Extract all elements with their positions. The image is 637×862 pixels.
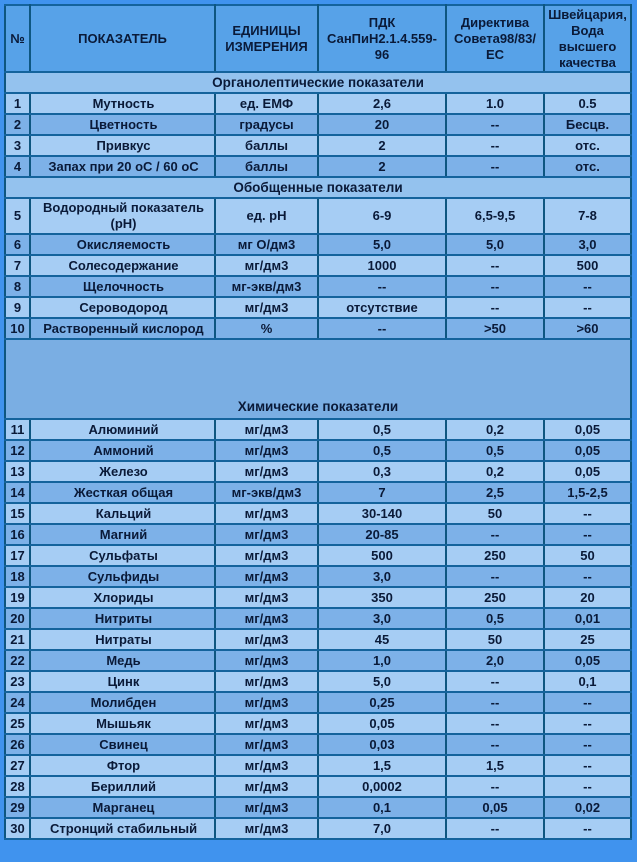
cell-swiss: 7-8 — [544, 198, 631, 234]
table-row — [5, 671, 631, 692]
cell-pdk: 0,3 — [318, 461, 446, 482]
cell-swiss: 0,02 — [544, 797, 631, 818]
cell-unit: мг/дм3 — [215, 776, 318, 797]
cell-name: Растворенный кислород — [30, 318, 215, 339]
cell-pdk: 30-140 — [318, 503, 446, 524]
cell-unit: баллы — [215, 156, 318, 177]
cell-name: Солесодержание — [30, 255, 215, 276]
cell-pdk: 350 — [318, 587, 446, 608]
cell-directive: -- — [446, 734, 544, 755]
table-row — [5, 440, 631, 461]
cell-swiss: -- — [544, 776, 631, 797]
cell-name: Запах при 20 оС / 60 оС — [30, 156, 215, 177]
cell-unit: мг/дм3 — [215, 671, 318, 692]
cell-directive: -- — [446, 255, 544, 276]
cell-name: Мутность — [30, 93, 215, 114]
cell-swiss: 0.5 — [544, 93, 631, 114]
cell-unit: мг/дм3 — [215, 650, 318, 671]
cell-pdk: отсутствие — [318, 297, 446, 318]
cell-num: 22 — [5, 650, 30, 671]
section-row-0 — [5, 72, 631, 93]
table-row — [5, 114, 631, 135]
header-cell-swiss: Швейцария, Вода высшего качества — [544, 5, 631, 72]
table-row — [5, 156, 631, 177]
cell-swiss: Бесцв. — [544, 114, 631, 135]
cell-name: Окисляемость — [30, 234, 215, 255]
cell-name: Магний — [30, 524, 215, 545]
header-cell-number: № — [5, 5, 30, 72]
cell-unit: мг/дм3 — [215, 629, 318, 650]
cell-directive: 50 — [446, 503, 544, 524]
cell-unit: мг/дм3 — [215, 419, 318, 440]
cell-unit: мг/дм3 — [215, 297, 318, 318]
cell-name: Бериллий — [30, 776, 215, 797]
cell-unit: мг/дм3 — [215, 608, 318, 629]
cell-pdk: 1,5 — [318, 755, 446, 776]
cell-num: 23 — [5, 671, 30, 692]
cell-directive: 50 — [446, 629, 544, 650]
cell-pdk: 500 — [318, 545, 446, 566]
cell-num: 4 — [5, 156, 30, 177]
table-row — [5, 503, 631, 524]
header-cell-pdk: ПДК СанПиН2.1.4.559-96 — [318, 5, 446, 72]
cell-num: 26 — [5, 734, 30, 755]
cell-directive: -- — [446, 524, 544, 545]
cell-num: 15 — [5, 503, 30, 524]
cell-directive: -- — [446, 156, 544, 177]
indicators-table — [4, 4, 632, 840]
cell-pdk: 20-85 — [318, 524, 446, 545]
cell-unit: мг/дм3 — [215, 797, 318, 818]
cell-unit: мг-экв/дм3 — [215, 276, 318, 297]
cell-swiss: -- — [544, 524, 631, 545]
cell-pdk: 7 — [318, 482, 446, 503]
header-cell-indicator: ПОКАЗАТЕЛЬ — [30, 5, 215, 72]
cell-name: Кальций — [30, 503, 215, 524]
cell-num: 11 — [5, 419, 30, 440]
cell-num: 17 — [5, 545, 30, 566]
cell-directive: -- — [446, 692, 544, 713]
cell-swiss: -- — [544, 713, 631, 734]
cell-pdk: 0,5 — [318, 440, 446, 461]
cell-swiss: отс. — [544, 135, 631, 156]
cell-unit: градусы — [215, 114, 318, 135]
cell-pdk: 2 — [318, 135, 446, 156]
cell-num: 29 — [5, 797, 30, 818]
cell-name: Сульфиды — [30, 566, 215, 587]
cell-name: Щелочность — [30, 276, 215, 297]
cell-swiss: 0,05 — [544, 650, 631, 671]
table-row — [5, 650, 631, 671]
cell-directive: 0,05 — [446, 797, 544, 818]
cell-directive: -- — [446, 713, 544, 734]
cell-swiss: >60 — [544, 318, 631, 339]
section-title: Органолептические показатели — [5, 72, 631, 93]
cell-unit: мг/дм3 — [215, 524, 318, 545]
cell-directive: 250 — [446, 587, 544, 608]
cell-unit: мг/дм3 — [215, 818, 318, 839]
cell-unit: мг-экв/дм3 — [215, 482, 318, 503]
cell-swiss: 25 — [544, 629, 631, 650]
table-row — [5, 276, 631, 297]
cell-pdk: 2 — [318, 156, 446, 177]
cell-pdk: 2,6 — [318, 93, 446, 114]
cell-num: 12 — [5, 440, 30, 461]
table-row — [5, 255, 631, 276]
cell-pdk: 20 — [318, 114, 446, 135]
table-header-row — [5, 5, 631, 72]
cell-name: Хлориды — [30, 587, 215, 608]
cell-swiss: отс. — [544, 156, 631, 177]
cell-directive: 2,5 — [446, 482, 544, 503]
cell-pdk: 5,0 — [318, 234, 446, 255]
cell-name: Аммоний — [30, 440, 215, 461]
cell-directive: -- — [446, 297, 544, 318]
cell-unit: % — [215, 318, 318, 339]
cell-name: Железо — [30, 461, 215, 482]
cell-pdk: 0,0002 — [318, 776, 446, 797]
cell-pdk: 0,25 — [318, 692, 446, 713]
table-row — [5, 797, 631, 818]
cell-unit: мг/дм3 — [215, 503, 318, 524]
table-body — [5, 72, 631, 839]
section-title: Обобщенные показатели — [5, 177, 631, 198]
cell-swiss: -- — [544, 566, 631, 587]
table-row — [5, 318, 631, 339]
table-row — [5, 234, 631, 255]
cell-directive: -- — [446, 818, 544, 839]
cell-name: Фтор — [30, 755, 215, 776]
table-row — [5, 135, 631, 156]
section-row-1 — [5, 177, 631, 198]
cell-name: Жесткая общая — [30, 482, 215, 503]
cell-unit: мг/дм3 — [215, 692, 318, 713]
table-row — [5, 482, 631, 503]
cell-pdk: 0,5 — [318, 419, 446, 440]
table-row — [5, 608, 631, 629]
cell-name: Свинец — [30, 734, 215, 755]
cell-unit: мг/дм3 — [215, 440, 318, 461]
cell-directive: 1,5 — [446, 755, 544, 776]
cell-num: 18 — [5, 566, 30, 587]
cell-num: 2 — [5, 114, 30, 135]
cell-num: 9 — [5, 297, 30, 318]
cell-directive: 6,5-9,5 — [446, 198, 544, 234]
cell-pdk: 6-9 — [318, 198, 446, 234]
cell-directive: >50 — [446, 318, 544, 339]
cell-name: Сульфаты — [30, 545, 215, 566]
cell-directive: -- — [446, 114, 544, 135]
cell-directive: 2,0 — [446, 650, 544, 671]
table-row — [5, 198, 631, 234]
cell-pdk: -- — [318, 276, 446, 297]
cell-directive: 0,2 — [446, 419, 544, 440]
header-cell-units: ЕДИНИЦЫ ИЗМЕРЕНИЯ — [215, 5, 318, 72]
cell-unit: мг/дм3 — [215, 587, 318, 608]
section-row-2 — [5, 339, 631, 419]
cell-pdk: 0,05 — [318, 713, 446, 734]
cell-num: 24 — [5, 692, 30, 713]
cell-swiss: 500 — [544, 255, 631, 276]
cell-directive: 0,5 — [446, 440, 544, 461]
cell-unit: мг О/дм3 — [215, 234, 318, 255]
cell-num: 13 — [5, 461, 30, 482]
cell-num: 8 — [5, 276, 30, 297]
cell-num: 14 — [5, 482, 30, 503]
cell-unit: баллы — [215, 135, 318, 156]
table-row — [5, 297, 631, 318]
cell-directive: 1.0 — [446, 93, 544, 114]
cell-unit: мг/дм3 — [215, 461, 318, 482]
cell-pdk: 3,0 — [318, 566, 446, 587]
cell-swiss: -- — [544, 692, 631, 713]
table-row — [5, 713, 631, 734]
cell-num: 16 — [5, 524, 30, 545]
cell-directive: -- — [446, 566, 544, 587]
cell-swiss: 0,1 — [544, 671, 631, 692]
cell-name: Водородный показатель (рН) — [30, 198, 215, 234]
cell-directive: -- — [446, 276, 544, 297]
cell-name: Алюминий — [30, 419, 215, 440]
cell-unit: ед. рН — [215, 198, 318, 234]
cell-name: Цветность — [30, 114, 215, 135]
cell-swiss: -- — [544, 276, 631, 297]
cell-swiss: -- — [544, 503, 631, 524]
cell-swiss: -- — [544, 297, 631, 318]
cell-swiss: -- — [544, 755, 631, 776]
cell-pdk: 5,0 — [318, 671, 446, 692]
cell-pdk: 1,0 — [318, 650, 446, 671]
cell-num: 21 — [5, 629, 30, 650]
table-row — [5, 755, 631, 776]
table-row — [5, 524, 631, 545]
cell-directive: 0,5 — [446, 608, 544, 629]
cell-swiss: 1,5-2,5 — [544, 482, 631, 503]
cell-num: 1 — [5, 93, 30, 114]
cell-swiss: 0,05 — [544, 419, 631, 440]
cell-num: 28 — [5, 776, 30, 797]
cell-swiss: 0,05 — [544, 440, 631, 461]
cell-unit: мг/дм3 — [215, 713, 318, 734]
cell-num: 5 — [5, 198, 30, 234]
cell-num: 25 — [5, 713, 30, 734]
cell-swiss: 0,05 — [544, 461, 631, 482]
cell-directive: 5,0 — [446, 234, 544, 255]
table-row — [5, 734, 631, 755]
cell-directive: 250 — [446, 545, 544, 566]
cell-name: Молибден — [30, 692, 215, 713]
cell-pdk: 1000 — [318, 255, 446, 276]
cell-num: 27 — [5, 755, 30, 776]
cell-pdk: 0,1 — [318, 797, 446, 818]
cell-swiss: 20 — [544, 587, 631, 608]
cell-swiss: 3,0 — [544, 234, 631, 255]
cell-pdk: -- — [318, 318, 446, 339]
cell-num: 10 — [5, 318, 30, 339]
cell-swiss: 50 — [544, 545, 631, 566]
cell-directive: -- — [446, 135, 544, 156]
cell-unit: мг/дм3 — [215, 566, 318, 587]
cell-swiss: -- — [544, 734, 631, 755]
section-title: Химические показатели — [5, 339, 631, 419]
table-row — [5, 566, 631, 587]
cell-name: Привкус — [30, 135, 215, 156]
cell-name: Нитраты — [30, 629, 215, 650]
cell-name: Нитриты — [30, 608, 215, 629]
cell-name: Стронций стабильный — [30, 818, 215, 839]
table-row — [5, 692, 631, 713]
table-row — [5, 545, 631, 566]
cell-unit: ед. ЕМФ — [215, 93, 318, 114]
cell-directive: -- — [446, 776, 544, 797]
cell-name: Мышьяк — [30, 713, 215, 734]
cell-pdk: 45 — [318, 629, 446, 650]
cell-unit: мг/дм3 — [215, 755, 318, 776]
table-row — [5, 93, 631, 114]
cell-pdk: 3,0 — [318, 608, 446, 629]
cell-name: Цинк — [30, 671, 215, 692]
cell-num: 7 — [5, 255, 30, 276]
cell-swiss: -- — [544, 818, 631, 839]
cell-unit: мг/дм3 — [215, 545, 318, 566]
cell-num: 30 — [5, 818, 30, 839]
cell-directive: -- — [446, 671, 544, 692]
table-row — [5, 629, 631, 650]
table-row — [5, 776, 631, 797]
cell-num: 3 — [5, 135, 30, 156]
cell-directive: 0,2 — [446, 461, 544, 482]
cell-unit: мг/дм3 — [215, 255, 318, 276]
header-cell-directive: Директива Совета98/83/ЕС — [446, 5, 544, 72]
cell-name: Сероводород — [30, 297, 215, 318]
table-row — [5, 419, 631, 440]
cell-pdk: 7,0 — [318, 818, 446, 839]
cell-unit: мг/дм3 — [215, 734, 318, 755]
cell-swiss: 0,01 — [544, 608, 631, 629]
cell-pdk: 0,03 — [318, 734, 446, 755]
cell-num: 20 — [5, 608, 30, 629]
table-row — [5, 818, 631, 839]
table-row — [5, 461, 631, 482]
cell-num: 6 — [5, 234, 30, 255]
table-row — [5, 587, 631, 608]
cell-name: Марганец — [30, 797, 215, 818]
cell-num: 19 — [5, 587, 30, 608]
cell-name: Медь — [30, 650, 215, 671]
